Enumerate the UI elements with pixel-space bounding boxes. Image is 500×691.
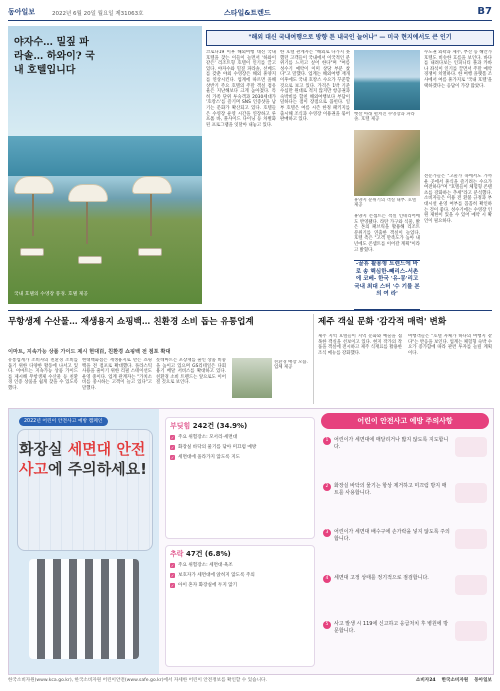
check-icon: ✓ bbox=[170, 573, 175, 578]
stat-item: ✓ 주요 위험장소: 세면대·욕조 bbox=[170, 563, 233, 568]
hero-caption: 국내 호텔의 수영장 풍경. 호텔 제공 bbox=[14, 292, 89, 297]
check-icon: ✓ bbox=[170, 435, 175, 440]
main-headline: 야자수… 밀짚 파라솔… 하와이? 국내 호텔입니다 bbox=[14, 37, 95, 76]
wrench-icon bbox=[455, 575, 487, 595]
article-column: 제주 지역 호텔들이 지역 문화와 예술을 접목한 객실을 선보이고 있다. 현지 작가의 작품을 객실에 전시하고 제주 식재료를 활용한 조식 메뉴를 강화했다. bbox=[318, 334, 402, 356]
photo-caption: 햇살 아래 펼쳐진 수영장과 파라솔. 호텔 제공 bbox=[354, 112, 415, 123]
stat-item: ✓ 주요 위험장소: 모서리·세면대 bbox=[170, 435, 238, 440]
check-icon: ✓ bbox=[170, 583, 175, 588]
safety-campaign-ad bbox=[8, 408, 494, 675]
divider bbox=[8, 310, 492, 311]
pool-photo bbox=[354, 50, 420, 110]
article-banner: "해외 대신 국내여행으로 방향 튼 내국인 늘어나" — 미국 현지에서도 큰 인기 bbox=[206, 30, 494, 46]
article-column: 휴양지 콘셉트는 객실 인테리어에도 반영됐다. 라탄 가구와 식물, 밝은 톤의 패브릭을 활용해 리조트 분위기를 연출한 객실이 늘었다. 호텔 측은 "고객 만족도가 높아 내년에도 콘셉트를 이어갈 계획"이라고 밝혔다. bbox=[354, 214, 420, 253]
parasol-icon bbox=[14, 176, 54, 194]
rule-item: 2 화장실 바닥의 물기는 항상 제거하고 미끄럼 방지 매트를 사용합니다. bbox=[323, 483, 491, 527]
newspaper-logo: 동아일보 bbox=[8, 7, 36, 16]
stat-card bbox=[165, 417, 315, 539]
stat-title: 추락 47건 (6.8%) bbox=[170, 550, 231, 558]
article-headline: 제주 객실 문화 '감각적 매력' 변화 bbox=[318, 317, 447, 327]
accident-stats bbox=[165, 409, 315, 674]
sunbed-icon bbox=[138, 248, 162, 256]
child-icon bbox=[455, 437, 487, 457]
page-number: B7 bbox=[477, 6, 492, 17]
ad-visual bbox=[9, 409, 159, 674]
article-column: 코로나19 이후 해외여행 대신 국내 호텔을 찾는 이들이 늘면서 '하와이 같은' 리조트형 호텔이 인기를 끌고 있다. 야자수와 밀짚 파라솔, 선베드를 갖춘 야외 수영장은 해외 휴양지를 연상시킨다. 업계에 따르면 올해 상반기 주요 호텔의 주말 객실 점유율은 지난해보다 크게 높아졌다. 특히 가족 단위 투숙객과 2030세대가 '호캉스'를 즐기며 SNS 인증샷을 남기는 문화가 확산되고 있다. 호텔들은 수영장 운영 시간을 연장하고 루프톱 바, 풀사이드 다이닝 등 차별화된 프로그램을 잇달아 내놓고 있다. bbox=[206, 50, 276, 128]
parasol-icon bbox=[68, 184, 108, 202]
stat-title: 부딪힘 242건 (34.9%) bbox=[170, 422, 248, 430]
check-icon: ✓ bbox=[170, 445, 175, 450]
stat-card bbox=[165, 545, 315, 667]
article-column: 전문가들은 "고물가 속에서도 가까운 곳에서 휴식을 즐기려는 수요가 여전하다"며 "호텔들이 체험형 콘텐츠를 강화하는 추세"라고 분석했다. 소비자들은 이용 전 환불 규정과 부대시설 운영 여부를 꼼꼼히 확인하는 것이 좋다. 성수기에는 수영장 인원 제한이 있을 수 있어 예약 시 확인이 필요하다. bbox=[424, 174, 492, 224]
room-photo bbox=[354, 130, 420, 196]
article-column: 수도권 외곽과 제주, 부산 등 해안가 호텔도 비슷한 흐름을 보인다. 바다를 내려다보는 인피니티 풀과 카바나 좌석이 인기를 끌면서 주말 예약 경쟁이 치열하다. 한 여행 플랫폼 조사에서 여름 휴가지로 '국내 호텔'을 택하겠다는 응답이 가장 많았다. bbox=[424, 50, 492, 89]
section-title: 스타일&트렌드 bbox=[224, 9, 271, 17]
article-column: 한 호텔 관계자는 "해외로 나가지 못했던 고객들이 국내에서 이국적인 분위기를 느끼고 싶어 한다"며 "여름 성수기 예약이 이미 상당 부분 찼다"고 말했다. 업계는 해외여행 재개 이후에도 국내 호캉스 수요가 꾸준할 것으로 보고 있다. 가격은 1박 기준 수십만 원대로 적지 않지만 항공권과 숙박비를 합친 해외여행보다 부담이 덜하다는 점이 장점으로 꼽힌다. 일부 호텔은 여름 시즌 한정 패키지를 출시해 조식과 수영장 이용권을 묶어 판매하고 있다. bbox=[280, 50, 350, 123]
article-column: 현대백화점은 재생용지로 만든 쇼핑백을 전 점포로 확대했다. 플라스틱 사용을 줄이기 위한 리필 스테이션도 운영 중이다. 업계 관계자는 "가치소비를 중시하는 고객이 늘고 있다"고 말했다. bbox=[82, 358, 152, 391]
stat-item: ✓ 세면대에 올라가지 않도록 지도 bbox=[170, 455, 241, 460]
pool-water bbox=[8, 136, 202, 176]
pull-quote: -꿀휴 활용형 트렌드에 바로 송 핵심한-빼리스-서촌에 코베- 한국 '유-몽'리고 국내 최대 스터 '수 기를 본 의 여 라' bbox=[354, 260, 420, 310]
ad-footer bbox=[8, 677, 492, 689]
crosswalk-icon bbox=[29, 559, 139, 659]
photo-caption: 친환경 매장 모습. 업체 제공 bbox=[274, 360, 308, 371]
safety-rules bbox=[321, 409, 493, 674]
issue-date: 2022년 6월 20일 월요일 제31063호 bbox=[52, 11, 144, 17]
campaign-tag: 2022년 어린이 안전사고 예방 캠페인 bbox=[19, 417, 108, 426]
article-column: 유통업계가 소비자의 친환경 소비를 돕기 위한 다양한 활동에 나서고 있다. 이마트는 지속가능 상품 가이드를 제시해 무항생제 수산물 등 친환경 인증 상품을 쉽게 찾을 수 있도록 했다. bbox=[8, 358, 78, 391]
store-photo bbox=[232, 358, 272, 398]
floor-mat-icon bbox=[455, 483, 487, 503]
stat-item: ✓ 보호자가 세면대에 앉히지 않도록 주의 bbox=[170, 573, 255, 578]
masthead bbox=[8, 6, 492, 21]
ambulance-icon bbox=[455, 621, 487, 641]
article-subhead: 이마트, 지속가능 상품 가이드 제시 현대百, 친환경 쇼핑백 전 점포 확대 bbox=[8, 349, 171, 355]
hero-photo bbox=[8, 26, 202, 304]
parasol-icon bbox=[132, 176, 172, 194]
stat-item: ✓ 화장실 바닥의 물기를 닦아 미끄럼 예방 bbox=[170, 445, 257, 450]
sunbed-icon bbox=[20, 248, 44, 256]
photo-caption: 휴양지 분위기의 객실 내부. 호텔 제공 bbox=[354, 198, 417, 209]
check-icon: ✓ bbox=[170, 563, 175, 568]
ad-slogan: 화장실 세면대 안전사고에 주의하세요! bbox=[19, 440, 147, 478]
sunbed-icon bbox=[78, 256, 102, 264]
rule-item: 4 세면대 고정 상태를 정기적으로 점검합니다. bbox=[323, 575, 491, 619]
footer-text: 한국소비자원(www.kca.go.kr), 한국소비자원 어린이안전(www.safe.go.kr)에서 자세한 어린이 안전정보를 확인할 수 있습니다. bbox=[8, 678, 267, 683]
drain-icon bbox=[455, 529, 487, 549]
rules-title: 어린이 안전사고 예방 주의사항 bbox=[321, 413, 489, 429]
article-headline: 무항생제 수산물… 재생용지 쇼핑백… 친환경 소비 돕는 유통업계 bbox=[8, 317, 254, 327]
sponsor-logos: 소비자24 한국소비자원 동아일보 bbox=[415, 678, 492, 683]
stat-item: ✓ 아이 혼자 화장실에 두지 않기 bbox=[170, 583, 238, 588]
column-rule bbox=[313, 314, 314, 404]
rule-item: 3 어린이가 세면대 배수구에 손가락을 넣지 않도록 주의합니다. bbox=[323, 529, 491, 573]
article-column: 롯데마트는 포장재를 줄인 상품 비중을 높이고 있으며 GS리테일은 다회용기 배달 서비스를 확대하고 있다. 친환경 소비 트렌드는 앞으로도 이어질 것으로 보인다. bbox=[156, 358, 226, 386]
rule-item: 5 사고 발생 시 119에 신고하고 응급처치 후 병원에 방문합니다. bbox=[323, 621, 491, 665]
article-column: 여행객들은 "호텔 자체가 하나의 여행지 같다"는 반응을 보인다. 업계는 체험형 숙박 수요가 증가함에 따라 관련 투자를 늘릴 계획이다. bbox=[408, 334, 492, 356]
check-icon: ✓ bbox=[170, 455, 175, 460]
rule-item: 1 어린이가 세면대에 매달리거나 밟지 않도록 지도합니다. bbox=[323, 437, 491, 481]
